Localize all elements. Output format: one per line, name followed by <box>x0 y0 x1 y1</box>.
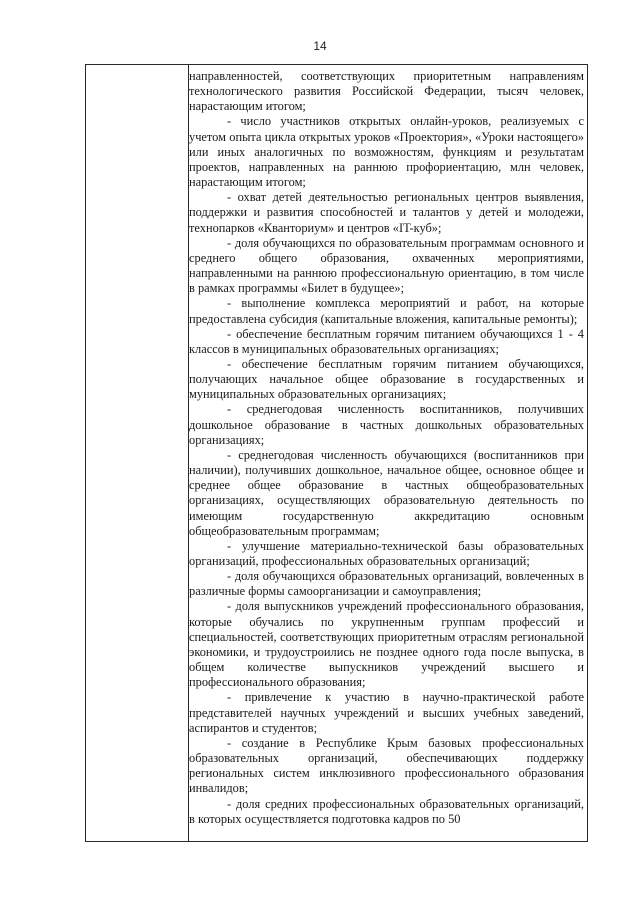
indicator-paragraph: - привлечение к участию в научно-практической работе представителей научных учреждений и высших учебных заведений, аспирантов и студентов; <box>189 690 584 735</box>
table-left-column <box>86 65 189 841</box>
table-right-column <box>189 69 584 827</box>
indicators-table <box>85 64 588 842</box>
indicator-paragraph: - охват детей деятельностью региональных центров выявления, поддержки и развития способностей и талантов у детей и молодежи, технопарков «Кванториум» и центров «IT-куб»; <box>189 190 584 235</box>
indicator-paragraph: - выполнение комплекса мероприятий и работ, на которые предоставлена субсидия (капитальные вложения, капитальные ремонты); <box>189 296 584 326</box>
indicator-paragraph: - создание в Республике Крым базовых профессиональных образовательных организаций, обеспечивающих поддержку региональных систем инклюзивного профессионального образования инвалидов; <box>189 735 584 796</box>
indicator-paragraph: - обеспечение бесплатным горячим питанием обучающихся, получающих начальное общее образование в государственных и муниципальных образовательных организациях; <box>189 356 584 402</box>
indicator-paragraph: - доля обучающихся образовательных организаций, вовлеченных в различные формы самоорганизации и самоуправления; <box>189 569 584 599</box>
indicator-paragraph: - доля средних профессиональных образовательных организаций, в которых осуществляется подготовка кадров по 50 <box>189 796 584 826</box>
indicator-paragraph: направленностей, соответствующих приоритетным направлениям технологического развития Российской Федерации, тысяч человек, нарастающим итогом; <box>189 69 584 114</box>
indicator-paragraph: - среднегодовая численность обучающихся (воспитанников при наличии), получивших дошкольное, начальное общее, основное общее и среднее общее образование в частных общеобразовательных организациях, осуществляющих образовательную деятельность по имеющим государственную аккредитацию основным общеобразовательным программам; <box>189 447 584 538</box>
indicator-paragraph: - доля выпускников учреждений профессионального образования, которые обучались по укрупненным группам профессий и специальностей, соответствующих приоритетным отраслям региональной экономики, и трудоустроились не позднее одного года после выпуска, в общем количестве выпускников учреждений высшего и профессионального образования; <box>189 599 584 690</box>
page-number: 14 <box>313 39 327 53</box>
indicator-paragraph: - улучшение материально-технической базы образовательных организаций, профессиональных образовательных организаций; <box>189 538 584 568</box>
indicator-paragraph: - обеспечение бесплатным горячим питанием обучающихся 1 - 4 классов в муниципальных образовательных организациях; <box>189 326 584 356</box>
indicator-paragraph: - среднегодовая численность воспитанников, получивших дошкольное образование в частных дошкольных образовательных организациях; <box>189 402 584 447</box>
indicator-paragraph: - число участников открытых онлайн-уроков, реализуемых с учетом опыта цикла открытых уроков «Проектория», «Уроки настоящего» или иных аналогичных по возможностям, функциям и результатам проектов, направленных на раннюю профориентацию, млн человек, нарастающим итогом; <box>189 114 584 190</box>
indicator-paragraph: - доля обучающихся по образовательным программам основного и среднего общего образования, охваченных мероприятиями, направленными на раннюю профессиональную ориентацию, в том числе в рамках программы «Билет в будущее»; <box>189 235 584 296</box>
